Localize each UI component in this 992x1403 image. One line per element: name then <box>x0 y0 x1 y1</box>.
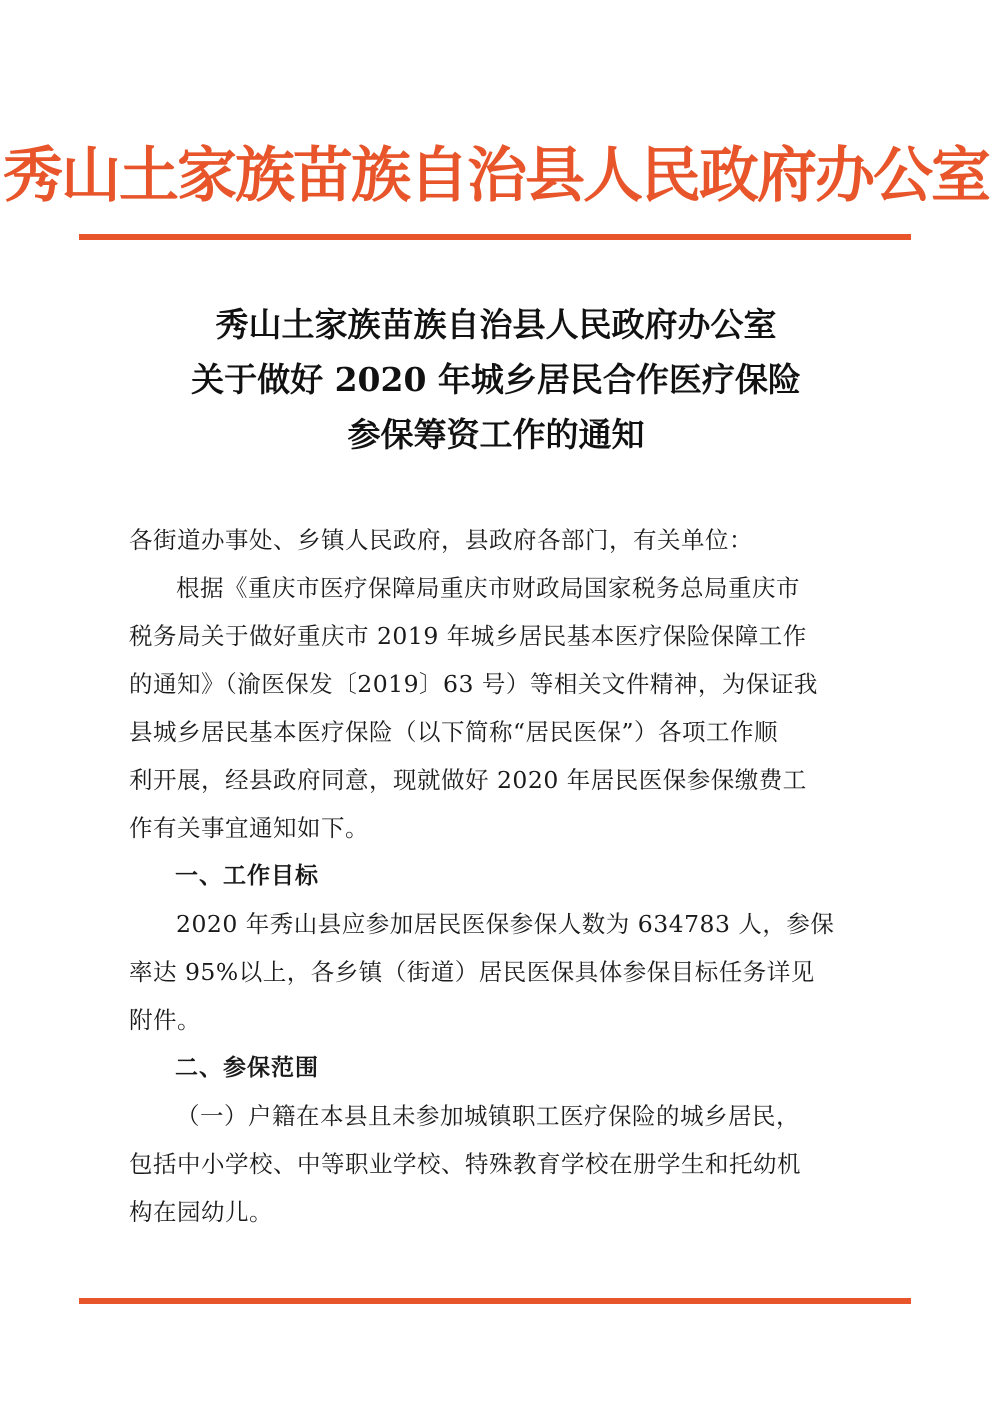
intro-line: 作有关事宜通知如下。 <box>129 814 369 842</box>
intro-line: 的通知》（渝医保发〔2019〕63 号）等相关文件精神，为保证我 <box>129 670 818 698</box>
title-line-1: 秀山土家族苗族自治县人民政府办公室 <box>215 305 777 344</box>
section-heading-scope: 二、参保范围 <box>175 1055 319 1081</box>
masthead-red-rule <box>79 234 911 240</box>
scope-paragraph <box>129 1092 864 1236</box>
issuing-office-masthead: 秀山土家族苗族自治县人民政府办公室 <box>3 141 989 211</box>
title-line-3: 参保筹资工作的通知 <box>347 415 645 454</box>
goals-line: 附件。 <box>129 1006 201 1034</box>
goals-line: 2020 年秀山县应参加居民医保参保人数为 634783 人，参保 <box>176 910 835 938</box>
scope-line: 包括中小学校、中等职业学校、特殊教育学校在册学生和托幼机 <box>129 1150 801 1178</box>
scope-line: （一）户籍在本县且未参加城镇职工医疗保险的城乡居民， <box>176 1102 800 1130</box>
intro-line: 利开展，经县政府同意，现就做好 2020 年居民医保参保缴费工 <box>129 766 807 794</box>
footer-red-rule <box>79 1298 911 1304</box>
goals-paragraph <box>129 900 864 1044</box>
intro-paragraph <box>129 564 864 852</box>
document-body <box>129 516 864 1236</box>
intro-line: 县城乡居民基本医疗保险（以下简称“居民医保”）各项工作顺 <box>129 718 779 746</box>
intro-line: 税务局关于做好重庆市 2019 年城乡居民基本医疗保险保障工作 <box>129 622 807 650</box>
title-line-2: 关于做好 2020 年城乡居民合作医疗保险 <box>191 360 801 399</box>
intro-line: 根据《重庆市医疗保障局重庆市财政局国家税务总局重庆市 <box>176 574 800 602</box>
goals-line: 率达 95%以上，各乡镇（街道）居民医保具体参保目标任务详见 <box>129 958 815 986</box>
section-heading-goals: 一、工作目标 <box>175 863 319 889</box>
scope-line: 构在园幼儿。 <box>129 1198 273 1226</box>
document-title <box>0 297 992 462</box>
salutation: 各街道办事处、乡镇人民政府，县政府各部门，有关单位： <box>129 526 753 554</box>
